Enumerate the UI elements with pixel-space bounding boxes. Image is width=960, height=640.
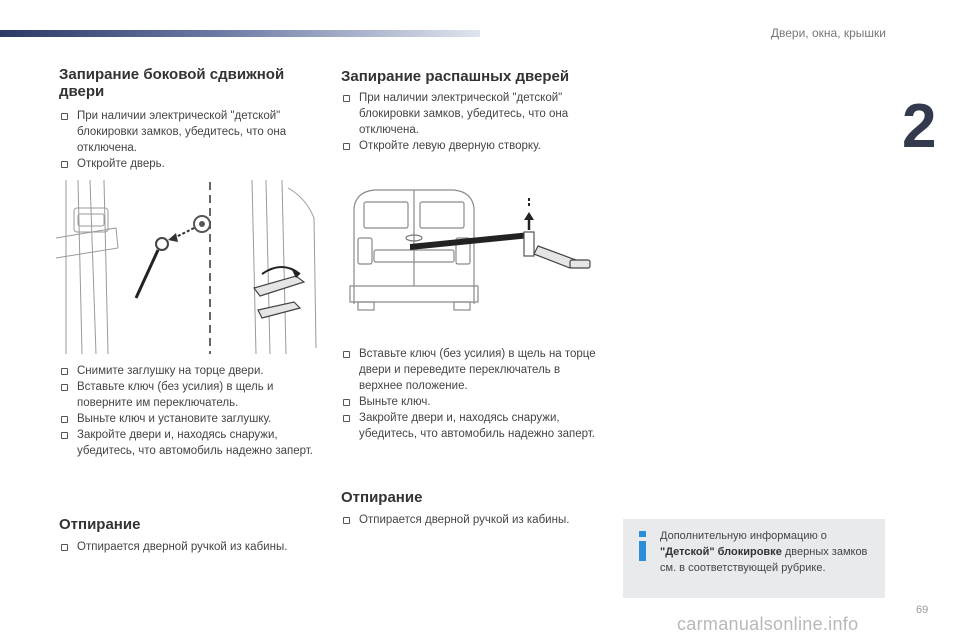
left-unlock-title: Отпирание bbox=[59, 516, 141, 533]
left-unlock-title-wrap bbox=[59, 516, 319, 533]
bullet-item: Выньте ключ и установите заглушку. bbox=[59, 411, 317, 427]
middle-bullets-bottom-wrap bbox=[341, 346, 603, 442]
bullet-item: Вставьте ключ (без усилия) в щель и поверните им переключатель. bbox=[59, 379, 317, 411]
left-bullets-top-wrap bbox=[59, 108, 317, 172]
bullet-item: При наличии электрической "детской" блокировки замков, убедитесь, что она отключена. bbox=[59, 108, 317, 156]
bullet-item: Вставьте ключ (без усилия) в щель на торце двери и переведите переключатель в верхнее положение. bbox=[341, 346, 603, 394]
bullet-item: Закройте двери и, находясь снаружи, убедитесь, что автомобиль надежно заперт. bbox=[59, 427, 317, 459]
bullet-item: Откройте дверь. bbox=[59, 156, 317, 172]
info-icon bbox=[637, 531, 649, 561]
bullet-item: Отпирается дверной ручкой из кабины. bbox=[59, 539, 319, 555]
middle-section-title-wrap bbox=[341, 68, 611, 85]
van-rear-doors-illustration bbox=[344, 184, 600, 312]
info-text-after: дверных замков см. в соответствующей рубрике. bbox=[660, 546, 868, 574]
bullet-item: При наличии электрической "детской" блокировки замков, убедитесь, что она отключена. bbox=[341, 90, 603, 138]
left-bullets-bottom bbox=[59, 363, 317, 459]
page-number: 69 bbox=[916, 604, 929, 616]
left-section-title-wrap bbox=[59, 66, 319, 100]
sliding-door-lock-illustration bbox=[56, 178, 320, 358]
left-bullets-top bbox=[59, 108, 317, 172]
left-unlock-bullets-wrap bbox=[59, 539, 319, 555]
bullet-item: Закройте двери и, находясь снаружи, убедитесь, что автомобиль надежно заперт. bbox=[341, 410, 603, 442]
middle-bullets-bottom bbox=[341, 346, 603, 442]
info-box bbox=[623, 519, 885, 598]
middle-bullets-top-wrap bbox=[341, 90, 603, 154]
middle-unlock-bullets bbox=[341, 512, 611, 528]
chapter-number: 2 bbox=[902, 92, 937, 161]
bullet-item: Откройте левую дверную створку. bbox=[341, 138, 603, 154]
bullet-item: Снимите заглушку на торце двери. bbox=[59, 363, 317, 379]
info-text bbox=[660, 528, 870, 576]
bullet-item: Выньте ключ. bbox=[341, 394, 603, 410]
middle-unlock-bullets-wrap bbox=[341, 512, 611, 528]
middle-unlock-title-wrap bbox=[341, 489, 601, 506]
middle-bullets-top bbox=[341, 90, 603, 154]
chapter-title: Двери, окна, крышки bbox=[770, 26, 886, 40]
left-bullets-bottom-wrap bbox=[59, 363, 317, 459]
info-text-bold: "Детской" блокировке bbox=[660, 546, 782, 558]
watermark: carmanualsonline.info bbox=[677, 614, 859, 634]
middle-section-title: Запирание распашных дверей bbox=[341, 68, 570, 85]
left-section-title: Запирание боковой сдвижной двери bbox=[59, 66, 285, 100]
middle-unlock-title: Отпирание bbox=[341, 489, 423, 506]
left-unlock-bullets bbox=[59, 539, 319, 555]
info-text-before: Дополнительную информацию о bbox=[660, 530, 827, 542]
bullet-item: Отпирается дверной ручкой из кабины. bbox=[341, 512, 611, 528]
header-accent-bar bbox=[0, 30, 480, 37]
